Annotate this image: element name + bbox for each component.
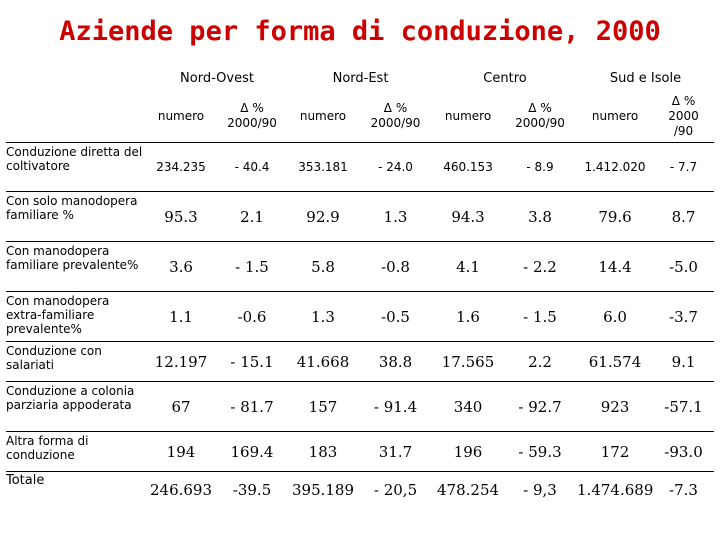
- numero-header: numero: [299, 108, 347, 123]
- delta-cell: 8.7: [653, 192, 714, 242]
- row-label: Con solo manodopera familiare %: [6, 192, 146, 242]
- numero-cell: 5.8: [288, 242, 358, 292]
- delta-cell: - 59.3: [503, 432, 577, 472]
- delta-cell: -3.7: [653, 292, 714, 342]
- delta-cell: -0.8: [358, 242, 433, 292]
- numero-cell: 6.0: [577, 292, 653, 342]
- region-header: Centro: [483, 70, 527, 86]
- delta-cell: - 20,5: [358, 472, 433, 508]
- numero-cell: 1.6: [433, 292, 503, 342]
- numero-cell: 246.693: [146, 472, 216, 508]
- delta-cell: 31.7: [358, 432, 433, 472]
- delta-cell: - 7.7: [653, 143, 714, 192]
- numero-cell: 172: [577, 432, 653, 472]
- table-body: [6, 143, 714, 508]
- delta-cell: -39.5: [216, 472, 288, 508]
- numero-cell: 17.565: [433, 342, 503, 382]
- row-label: Conduzione diretta del coltivatore: [6, 143, 146, 192]
- delta-cell: - 1.5: [503, 292, 577, 342]
- numero-cell: 94.3: [433, 192, 503, 242]
- region-header: Sud e Isole: [609, 70, 682, 86]
- table-row: [6, 143, 714, 192]
- row-label: Altra forma di conduzione: [6, 432, 146, 472]
- numero-header: numero: [444, 108, 492, 123]
- row-label: Conduzione a colonia parziaria appoderata: [6, 382, 146, 432]
- numero-cell: 1.3: [288, 292, 358, 342]
- numero-cell: 1.474.689: [577, 472, 653, 508]
- delta-header: Δ % 2000/90: [227, 101, 277, 130]
- numero-cell: 194: [146, 432, 216, 472]
- table-row: [6, 192, 714, 242]
- delta-cell: - 92.7: [503, 382, 577, 432]
- numero-cell: 196: [433, 432, 503, 472]
- numero-cell: 12.197: [146, 342, 216, 382]
- page-title: Aziende per forma di conduzione, 2000: [59, 16, 661, 47]
- table-row: [6, 472, 714, 508]
- delta-cell: -7.3: [653, 472, 714, 508]
- numero-cell: 478.254: [433, 472, 503, 508]
- numero-header: numero: [157, 108, 205, 123]
- delta-cell: -93.0: [653, 432, 714, 472]
- numero-cell: 61.574: [577, 342, 653, 382]
- delta-cell: 2.1: [216, 192, 288, 242]
- corner-cell: [6, 66, 146, 90]
- delta-cell: 38.8: [358, 342, 433, 382]
- row-label: Con manodopera extra-familiare prevalente%: [6, 292, 146, 342]
- delta-cell: - 2.2: [503, 242, 577, 292]
- numero-cell: 4.1: [433, 242, 503, 292]
- row-label: Conduzione con salariati: [6, 342, 146, 382]
- sub-header-row: [6, 90, 714, 143]
- delta-cell: 3.8: [503, 192, 577, 242]
- numero-cell: 157: [288, 382, 358, 432]
- delta-cell: - 9,3: [503, 472, 577, 508]
- delta-cell: - 15.1: [216, 342, 288, 382]
- delta-cell: - 1.5: [216, 242, 288, 292]
- delta-cell: -5.0: [653, 242, 714, 292]
- numero-cell: 79.6: [577, 192, 653, 242]
- numero-cell: 14.4: [577, 242, 653, 292]
- numero-cell: 183: [288, 432, 358, 472]
- numero-cell: 460.153: [433, 143, 503, 192]
- delta-header: Δ % 2000 /90: [668, 93, 699, 138]
- numero-cell: 353.181: [288, 143, 358, 192]
- numero-cell: 340: [433, 382, 503, 432]
- delta-cell: 169.4: [216, 432, 288, 472]
- row-label: Totale: [6, 472, 146, 508]
- table-row: [6, 342, 714, 382]
- table-row: [6, 242, 714, 292]
- numero-cell: 923: [577, 382, 653, 432]
- corner-cell: [6, 90, 146, 143]
- numero-cell: 3.6: [146, 242, 216, 292]
- table-row: [6, 292, 714, 342]
- region-header-row: [6, 66, 714, 90]
- delta-cell: -57.1: [653, 382, 714, 432]
- table-row: [6, 432, 714, 472]
- region-header: Nord-Est: [332, 70, 389, 86]
- numero-cell: 234.235: [146, 143, 216, 192]
- numero-cell: 395.189: [288, 472, 358, 508]
- numero-cell: 41.668: [288, 342, 358, 382]
- row-label: Con manodopera familiare prevalente%: [6, 242, 146, 292]
- region-header: Nord-Ovest: [180, 70, 254, 86]
- numero-cell: 1.412.020: [577, 143, 653, 192]
- numero-cell: 67: [146, 382, 216, 432]
- delta-cell: - 40.4: [216, 143, 288, 192]
- delta-cell: 1.3: [358, 192, 433, 242]
- table-row: [6, 382, 714, 432]
- numero-cell: 95.3: [146, 192, 216, 242]
- delta-cell: -0.5: [358, 292, 433, 342]
- farms-table: [6, 66, 714, 508]
- delta-cell: - 8.9: [503, 143, 577, 192]
- delta-cell: - 81.7: [216, 382, 288, 432]
- numero-cell: 92.9: [288, 192, 358, 242]
- delta-cell: - 91.4: [358, 382, 433, 432]
- numero-cell: 1.1: [146, 292, 216, 342]
- delta-cell: 2.2: [503, 342, 577, 382]
- delta-header: Δ % 2000/90: [515, 101, 565, 130]
- delta-cell: -0.6: [216, 292, 288, 342]
- delta-header: Δ % 2000/90: [370, 101, 421, 130]
- delta-cell: - 24.0: [358, 143, 433, 192]
- delta-cell: 9.1: [653, 342, 714, 382]
- numero-header: numero: [591, 108, 639, 123]
